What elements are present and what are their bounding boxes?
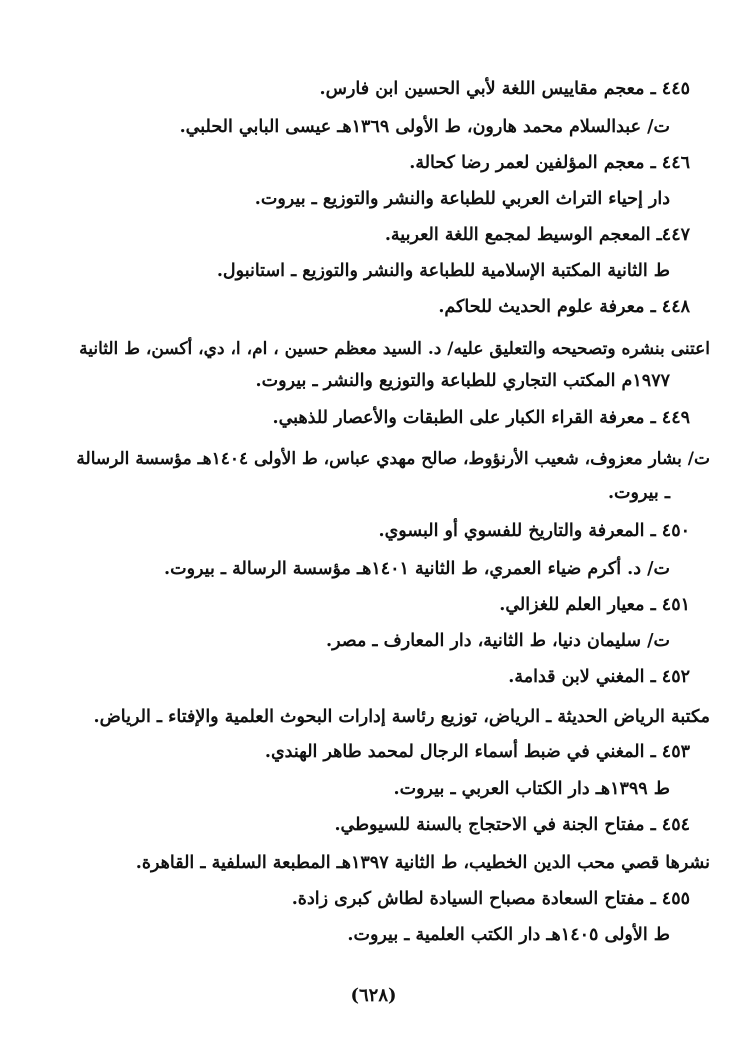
entry-details-452: مكتبة الرياض الحديثة ـ الرياض، توزيع رئاسة إدارات البحوث العلمية والإفتاء ـ الرياض.	[93, 707, 710, 727]
entry-details-450: ت/ د. أكرم ضياء العمري، ط الثانية ١٤٠١هـ مؤسسة الرسالة ـ بيروت.	[164, 559, 670, 579]
entry-details-446: دار إحياء التراث العربي للطباعة والنشر والتوزيع ـ بيروت.	[254, 189, 670, 209]
entry-heading-454: ٤٥٤ ـ مفتاح الجنة في الاحتجاج بالسنة للسيوطي.	[334, 815, 690, 835]
entry-details-449-continued: ـ بيروت.	[607, 483, 670, 503]
entry-details-454: نشرها قصي محب الدين الخطيب، ط الثانية ١٣٩٧هـ المطبعة السلفية ـ القاهرة.	[135, 853, 710, 873]
entry-heading-453: ٤٥٣ ـ المغني في ضبط أسماء الرجال لمحمد طاهر الهندي.	[264, 742, 690, 762]
entry-details-455: ط الأولى ١٤٠٥هـ دار الكتب العلمية ـ بيروت.	[347, 925, 670, 945]
entry-heading-449: ٤٤٩ ـ معرفة القراء الكبار على الطبقات والأعصار للذهبي.	[272, 408, 690, 428]
page-number: (٦٢٨)	[350, 985, 397, 1006]
entry-heading-447: ٤٤٧ـ المعجم الوسيط لمجمع اللغة العربية.	[384, 225, 690, 245]
entry-heading-446: ٤٤٦ ـ معجم المؤلفين لعمر رضا كحالة.	[409, 153, 690, 173]
entry-heading-445: ٤٤٥ ـ معجم مقاييس اللغة لأبي الحسين ابن فارس.	[319, 79, 690, 99]
entry-details-451: ت/ سليمان دنيا، ط الثانية، دار المعارف ـ مصر.	[326, 631, 670, 651]
entry-details-449: ت/ بشار معزوف، شعيب الأرنؤوط، صالح مهدي عباس، ط الأولى ١٤٠٤هـ مؤسسة الرسالة	[76, 449, 710, 469]
entry-details-448: اعتنى بنشره وتصحيحه والتعليق عليه/ د. السيد معظم حسين ، ام، ا، دي، أكسن، ط الثانية	[79, 339, 710, 359]
entry-heading-455: ٤٥٥ ـ مفتاح السعادة مصباح السيادة لطاش كبرى زادة.	[291, 889, 690, 909]
bibliography-page	[62, 72, 710, 972]
entry-heading-452: ٤٥٢ ـ المغني لابن قدامة.	[508, 667, 690, 687]
entry-heading-448: ٤٤٨ ـ معرفة علوم الحديث للحاكم.	[438, 297, 690, 317]
entry-details-445: ت/ عبدالسلام محمد هارون، ط الأولى ١٣٦٩هـ عيسى البابي الحلبي.	[179, 117, 670, 137]
entry-heading-450: ٤٥٠ ـ المعرفة والتاريخ للفسوي أو البسوي.	[378, 521, 690, 541]
entry-details-448-continued: ١٩٧٧م المكتب التجاري للطباعة والتوزيع والنشر ـ بيروت.	[255, 371, 670, 391]
entry-details-447: ط الثانية المكتبة الإسلامية للطباعة والنشر والتوزيع ـ استانبول.	[216, 261, 670, 281]
entry-heading-451: ٤٥١ ـ معيار العلم للغزالي.	[499, 595, 690, 615]
entry-details-453: ط ١٣٩٩هـ دار الكتاب العربي ـ بيروت.	[393, 779, 670, 799]
